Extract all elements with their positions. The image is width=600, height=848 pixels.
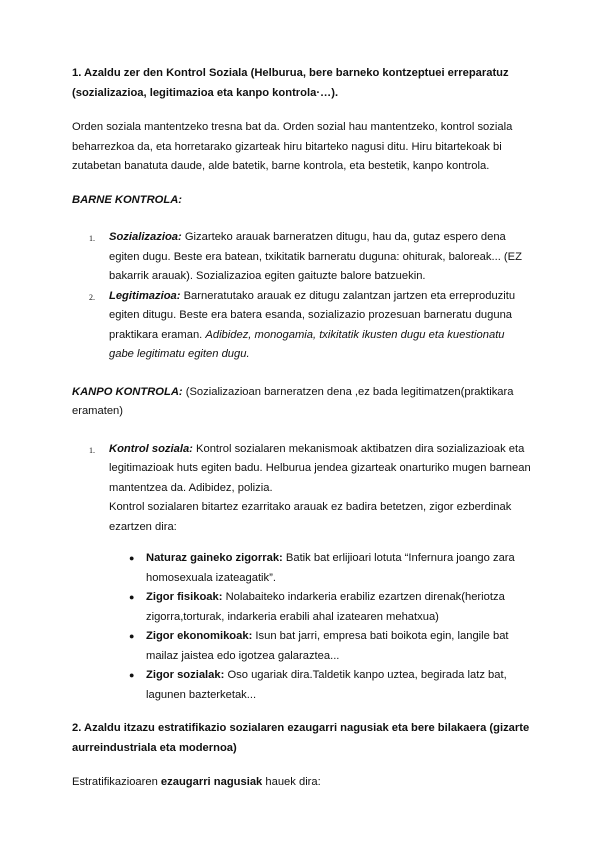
definition-text: Gizarteko arauak barneratzen ditugu, hau da, gutaz espero dena egiten dugu. Beste era batean, txikitatik barneratu duguna: ohiturak, baloreak... (EZ bakarrik arauak). Sozializazioa egiten gaituzte balore batzuekin. xyxy=(109,231,522,282)
bullet-item-naturaz-gaineko xyxy=(72,549,532,588)
intro-text-end: hauek dira: xyxy=(262,776,321,788)
definition-text-continued: Kontrol sozialaren bitartez ezarritako arauak ez badira betetzen, zigor ezberdinak ezartzen dira: xyxy=(109,501,512,533)
intro-bold-text: ezaugarri nagusiak xyxy=(160,776,263,788)
list-number: 1. xyxy=(89,445,95,455)
definition-text: Kontrol sozialaren mekanismoak aktibatzen dira sozializazioak eta legitimazioak huts egiten badu. Helburua jendea gizarteak onarturiko mugen barnean mantentzea da. Adibidez, polizia. xyxy=(109,442,531,494)
bullet-term: Zigor sozialak: xyxy=(146,669,225,681)
question-2-intro xyxy=(72,773,532,793)
question-2-heading: 2. Azaldu itzazu estratifikazio sozialaren ezaugarri nagusiak eta bere bilakaera (gizarte aurreindustriala eta modernoa) xyxy=(72,722,530,754)
bullet-item-zigor-fisikoak xyxy=(72,588,532,627)
question-1-intro: Orden soziala mantentzeko tresna bat da. Orden sozial hau mantentzeko, kontrol soziala beharrezkoa da, eta horretarako gizarteak hiru bitarteko nagusi ditu. Hiru bitartekoak bi zutabetan banatuta daude, alde batetik, barne kontrola, eta bestetik, kanpo kontrola. xyxy=(72,121,513,172)
bullet-icon: ● xyxy=(129,553,135,563)
list-number: 2. xyxy=(89,292,95,302)
question-1-heading: 1. Azaldu zer den Kontrol Soziala (Helburua, bere barneko kontzeptuei erreparatuz (sozializazioa, legitimazioa eta kanpo kontrola·…). xyxy=(72,67,509,99)
kanpo-kontrola-description: (Sozializazioan barneratzen dena ,ez bada legitimatzen(praktikara eramaten) xyxy=(72,385,514,417)
kanpo-kontrola-list xyxy=(72,440,532,538)
bullet-term: Naturaz gaineko zigorrak: xyxy=(146,552,283,564)
bullet-text: Nolabaiteko indarkeria erabiliz ezartzen direnak(heriotza zigorra,torturak, indarkeria erabili ahal izatearen mehatxua) xyxy=(146,591,505,623)
kanpo-kontrola-paragraph xyxy=(72,383,532,422)
bullet-icon: ● xyxy=(129,592,135,602)
term-legitimazioa: Legitimazioa: xyxy=(109,289,181,302)
bullet-text: Isun bat jarri, empresa bati boikota egin, langile bat mailaz jaistea edo igotzea galaraztea... xyxy=(146,630,509,662)
document-page xyxy=(72,64,532,793)
example-text: Adibidez, monogamia, txikitatik ikusten dugu eta kuestionatu gabe legitimatu egiten dugu. xyxy=(109,328,505,360)
bullet-term: Zigor fisikoak: xyxy=(146,591,223,603)
zigor-types-list xyxy=(72,549,532,705)
list-item-sozializazioa xyxy=(72,228,532,287)
list-item-kontrol-soziala xyxy=(72,440,532,538)
intro-text: Estratifikazioaren xyxy=(72,776,161,788)
term-sozializazioa: Sozializazioa: xyxy=(109,231,182,243)
barne-kontrola-title: BARNE KONTROLA: xyxy=(72,193,183,206)
definition-text: Barneratutako arauak ez ditugu zalantzan jartzen eta erreproduzitu egiten ditugu. Beste era batera esanda, sozializazio prozesuan barneratu duguna praktikara eraman. xyxy=(109,289,516,341)
kanpo-kontrola-title: KANPO KONTROLA: xyxy=(72,385,183,398)
term-kontrol-soziala: Kontrol soziala: xyxy=(109,442,193,455)
bullet-icon: ● xyxy=(129,631,135,641)
barne-kontrola-list xyxy=(72,228,532,365)
bullet-item-zigor-sozialak xyxy=(72,666,532,705)
list-number: 1. xyxy=(89,234,95,243)
list-item-legitimazioa xyxy=(72,287,532,365)
bullet-item-zigor-ekonomikoak xyxy=(72,627,532,666)
bullet-text: Batik bat erlijioari lotuta “Infernura joango zara homosexuala izateagatik”. xyxy=(146,552,515,584)
bullet-term: Zigor ekonomikoak: xyxy=(146,630,253,642)
bullet-icon: ● xyxy=(129,670,135,680)
bullet-text: Oso ugariak dira.Taldetik kanpo uztea, begirada latz bat, lagunen bazterketak... xyxy=(146,669,507,701)
